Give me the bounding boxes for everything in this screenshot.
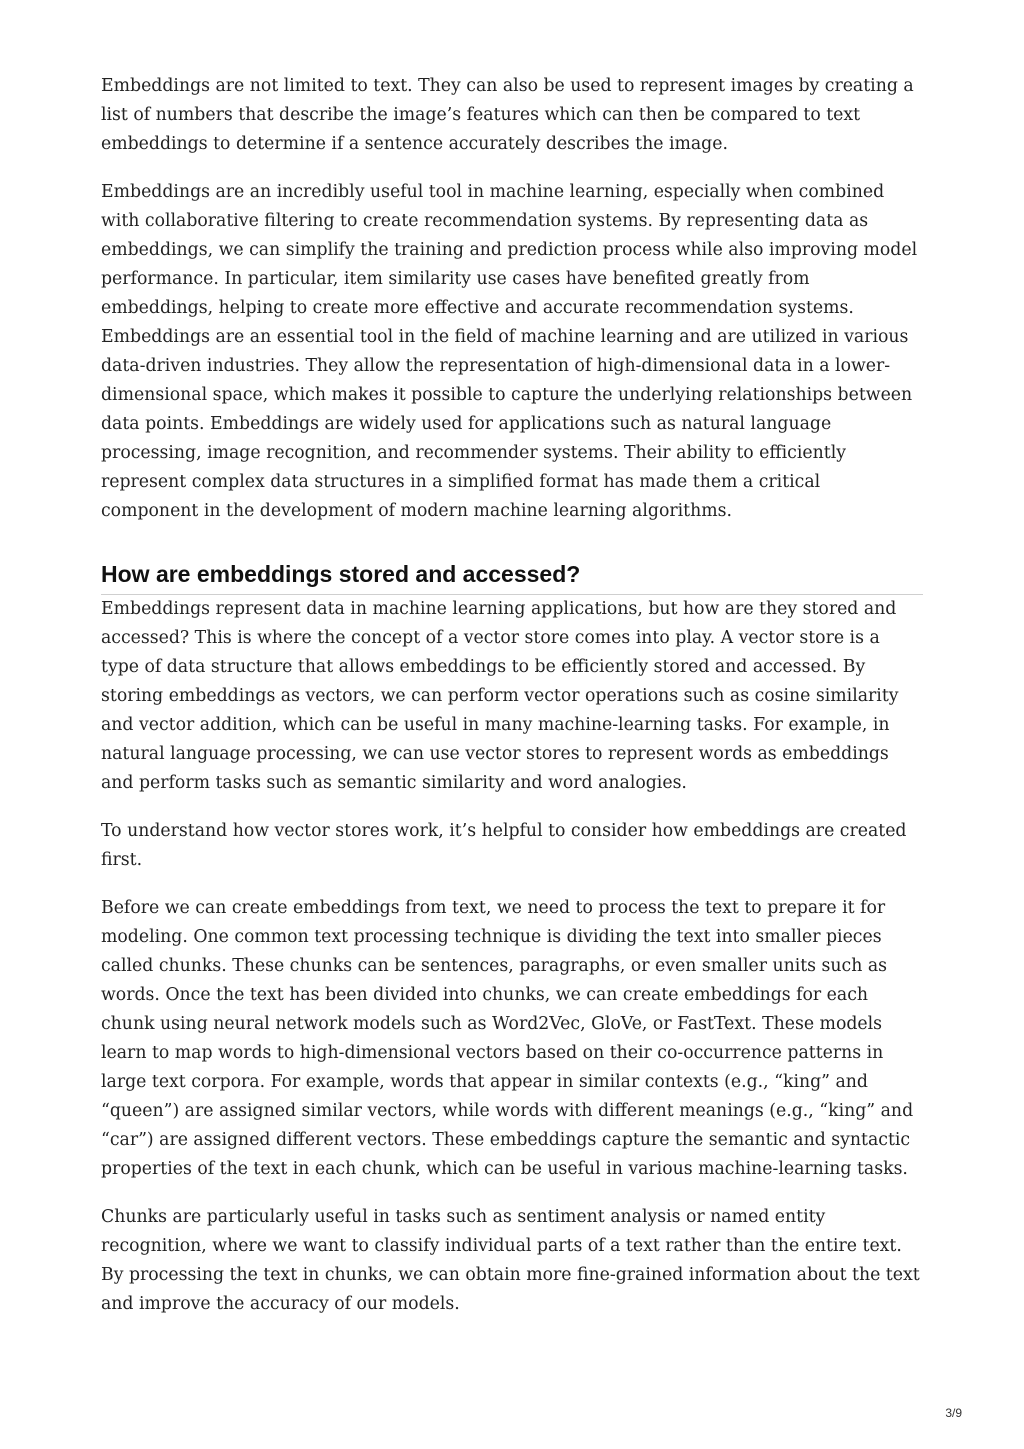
section-heading: How are embeddings stored and accessed?	[101, 559, 923, 595]
paragraph-vector-store: Embeddings represent data in machine learning applications, but how are they stored and accessed? This is where the concept of a vector store comes into play. A vector store is a type of data structure that allows embeddings to be efficiently stored and accessed. By storing embeddings as vectors, we can perform vector operations such as cosine similarity and vector addition, which can be useful in many machine-learning tasks. For example, in natural language processing, we can use vector stores to represent words as embeddings and perform tasks such as semantic similarity and word analogies.	[101, 599, 899, 793]
paragraph-embeddings-usefulness: Embeddings are an incredibly useful tool in machine learning, especially when combined with collaborative filtering to create recommendation systems. By representing data as embeddings, we can simplify the training and prediction process while also improving model performance. In particular, item similarity use cases have benefited greatly from embeddings, helping to create more effective and accurate recommendation systems. Embeddings are an essential tool in the field of machine learning and are utilized in various data-driven industries. They allow the representation of high-dimensional data in a lower-dimensional space, which makes it possible to capture the underlying relationships between data points. Embeddings are widely used for applications such as natural language processing, image recognition, and recommender systems. Their ability to efficiently represent complex data structures in a simplified format has made them a critical component in the development of modern machine learning algorithms.	[101, 182, 918, 521]
document-body	[101, 72, 923, 1338]
paragraph-understand-vector-stores: To understand how vector stores work, it’s helpful to consider how embeddings are created first.	[101, 821, 907, 870]
paragraph-chunks-usefulness: Chunks are particularly useful in tasks such as sentiment analysis or named entity recognition, where we want to classify individual parts of a text rather than the entire text. By processing the text in chunks, we can obtain more fine-grained information about the text and improve the accuracy of our models.	[101, 1207, 920, 1314]
paragraph-image-embeddings: Embeddings are not limited to text. They can also be used to represent images by creating a list of numbers that describe the image’s features which can then be compared to text embeddings to determine if a sentence accurately describes the image.	[101, 76, 914, 154]
page-number: 3/9	[945, 1406, 962, 1420]
paragraph-chunking: Before we can create embeddings from text, we need to process the text to prepare it for modeling. One common text processing technique is dividing the text into smaller pieces called chunks. These chunks can be sentences, paragraphs, or even smaller units such as words. Once the text has been divided into chunks, we can create embeddings for each chunk using neural network models such as Word2Vec, GloVe, or FastText. These models learn to map words to high-dimensional vectors based on their co-occurrence patterns in large text corpora. For example, words that appear in similar contexts (e.g., “king” and “queen”) are assigned similar vectors, while words with different meanings (e.g., “king” and “car”) are assigned different vectors. These embeddings capture the semantic and syntactic properties of the text in each chunk, which can be useful in various machine-learning tasks.	[101, 898, 914, 1179]
